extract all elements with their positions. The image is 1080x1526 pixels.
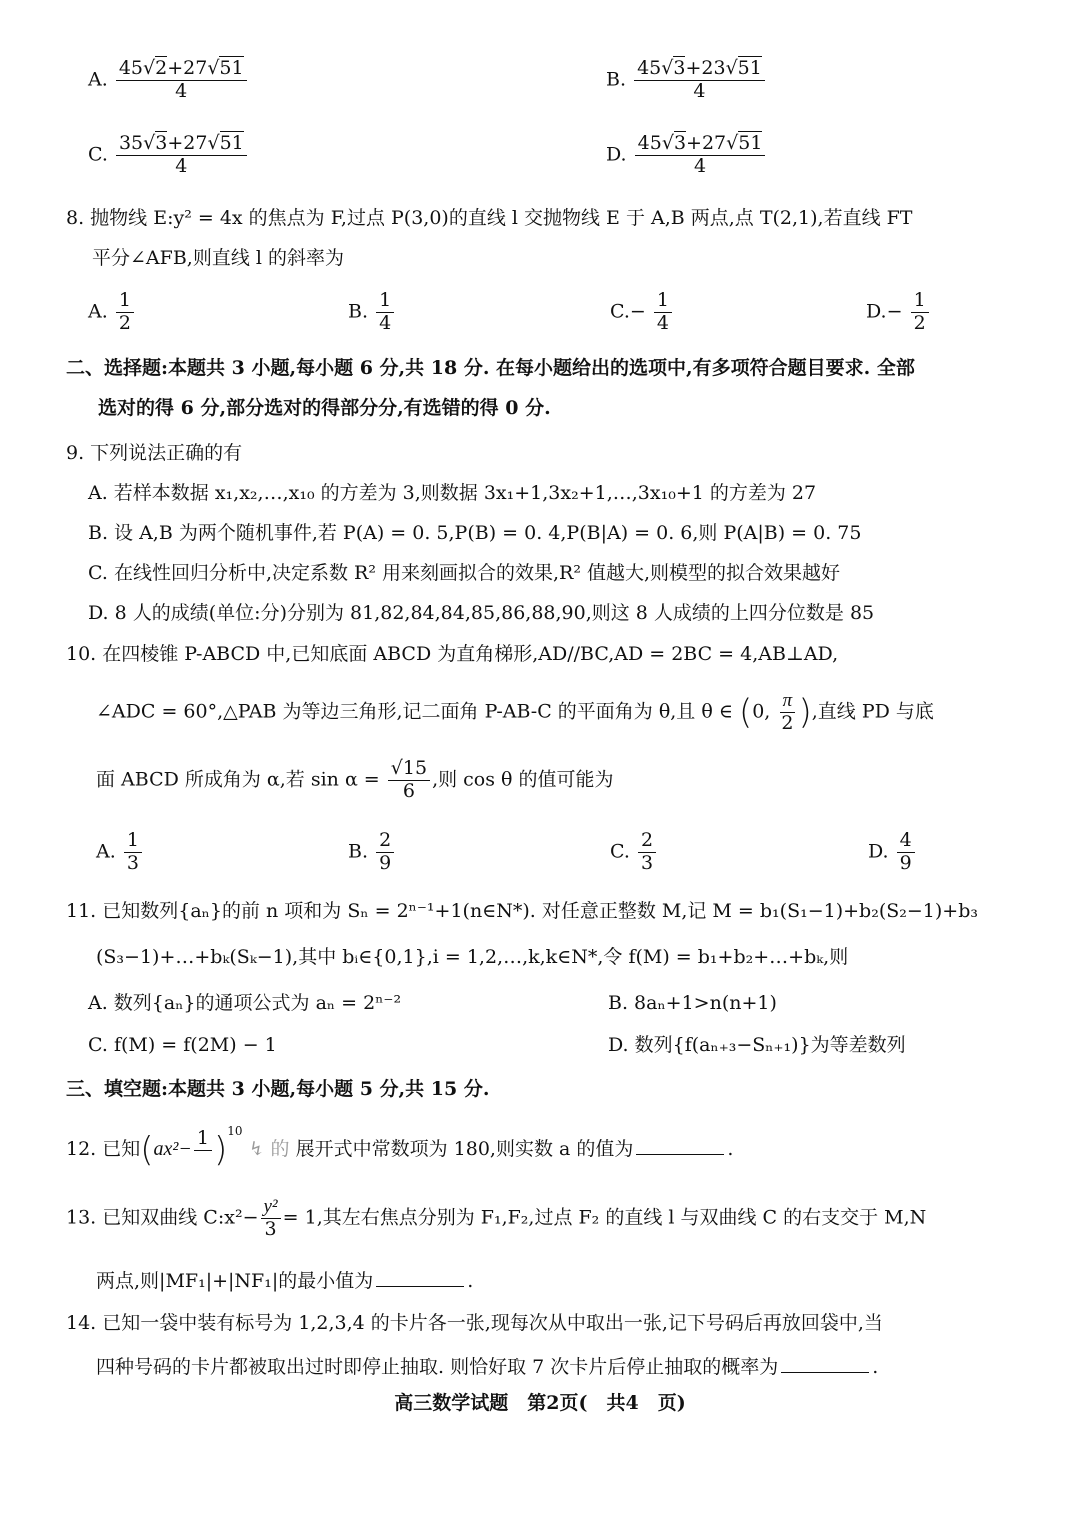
q14-answer-blank[interactable] <box>781 1354 869 1373</box>
q7-option-d: D. $\frac{45√3+27√51}{4}$ <box>606 133 767 178</box>
q11-stem-line2: (S₃−1)+…+bₖ(Sₖ−1),其中 bᵢ∈{0,1},i = 1,2,…,k,k∈N*,令 f(M) = b₁+b₂+…+bₖ,则 <box>96 946 849 968</box>
q7-c-fraction: $\frac{35√3+27√51}{4}$ <box>116 133 247 178</box>
q10-option-b: B. $\frac{2}{9}$ <box>348 830 396 875</box>
section3-heading: 三、填空题:本题共 3 小题,每小题 5 分,共 15 分. <box>66 1078 490 1100</box>
q14-stem-line1: 14. 已知一袋中装有标号为 1,2,3,4 的卡片各一张,现每次从中取出一张,记下号码后再放回袋中,当 <box>66 1312 883 1334</box>
q11-option-a: A. 数列{aₙ}的通项公式为 aₙ = 2ⁿ⁻² <box>88 992 402 1014</box>
q9-option-b: B. 设 A,B 为两个随机事件,若 P(A) = 0. 5,P(B) = 0. 4,P(B|A) = 0. 6,则 P(A|B) = 0. 75 <box>88 522 862 544</box>
q10-option-c: C. $\frac{2}{3}$ <box>610 830 658 875</box>
q7-b-fraction: $\frac{45√3+23√51}{4}$ <box>634 58 765 103</box>
q8-option-b: B. $\frac{1}{4}$ <box>348 290 396 335</box>
q7-a-fraction: $\frac{45√2+27√51}{4}$ <box>116 58 247 103</box>
q7-d-fraction: $\frac{45√3+27√51}{4}$ <box>635 133 766 178</box>
q8-option-a: A. $\frac{1}{2}$ <box>88 290 136 335</box>
q9-stem: 9. 下列说法正确的有 <box>66 442 243 464</box>
q9-option-a: A. 若样本数据 x₁,x₂,…,x₁₀ 的方差为 3,则数据 3x₁+1,3x₂+1,…,3x₁₀+1 的方差为 27 <box>88 482 817 504</box>
q9-option-d: D. 8 人的成绩(单位:分)分别为 81,82,84,84,85,86,88,90,则这 8 人成绩的上四分位数是 85 <box>88 602 875 624</box>
q8-option-d: D.− $\frac{1}{2}$ <box>866 290 931 335</box>
q10-option-d: D. $\frac{4}{9}$ <box>868 830 917 875</box>
q7-option-a: A. $\frac{45√2+27√51}{4}$ <box>88 58 249 103</box>
q10-stem-line2: ∠ADC = 60°,△PAB 为等边三角形,记二面角 P-AB-C 的平面角为 θ,且 θ ∈ (0, $\frac{\pi}{2}$ ),直线 PD 与底 <box>96 690 934 734</box>
q9-option-c: C. 在线性回归分析中,决定系数 R² 用来刻画拟合的效果,R² 值越大,则模型的拟合效果越好 <box>88 562 841 584</box>
q10-option-a: A. $\frac{1}{3}$ <box>96 830 144 875</box>
q14-stem-line2: 四种号码的卡片都被取出过时即停止抽取. 则恰好取 7 次卡片后停止抽取的概率为 . <box>96 1356 879 1378</box>
q13-stem-line1: 13. 已知双曲线 C:x²− $\frac{\text{y²}}{3}$ = 1,其左右焦点分别为 F₁,F₂,过点 F₂ 的直线 l 与双曲线 C 的右支交于 M,N <box>66 1196 927 1240</box>
q11-option-d: D. 数列{f(aₙ₊₃−Sₙ₊₁)}为等差数列 <box>608 1034 906 1056</box>
q11-stem-line1: 11. 已知数列{aₙ}的前 n 项和为 Sₙ = 2ⁿ⁻¹+1(n∈N*). 对任意正整数 M,记 M = b₁(S₁−1)+b₂(S₂−1)+b₃ <box>66 900 979 922</box>
q8-stem-line2: 平分∠AFB,则直线 l 的斜率为 <box>92 247 344 269</box>
q8-stem-line1: 8. 抛物线 E:y² = 4x 的焦点为 F,过点 P(3,0)的直线 l 交抛物线 E 于 A,B 两点,点 T(2,1),若直线 FT <box>66 207 913 229</box>
page-footer: 高三数学试题 第2页( 共4 页) <box>394 1392 686 1414</box>
q10-stem-line3: 面 ABCD 所成角为 α,若 sin α = $\frac{√15}{6}$ ,则 cos θ 的值可能为 <box>96 757 614 802</box>
q7-option-c: C. $\frac{35√3+27√51}{4}$ <box>88 133 249 178</box>
section2-heading: 二、选择题:本题共 3 小题,每小题 6 分,共 18 分. 在每小题给出的选项中,有多项符合题目要求. 全部 <box>66 357 915 379</box>
q11-option-b: B. 8aₙ+1>n(n+1) <box>608 992 777 1014</box>
q8-option-c: C.− $\frac{1}{4}$ <box>610 290 674 335</box>
q13-stem-line2: 两点,则|MF₁|+|NF₁|的最小值为 . <box>96 1270 474 1292</box>
q11-option-c: C. f(M) = f(2M) − 1 <box>88 1034 277 1056</box>
q10-stem-line1: 10. 在四棱锥 P-ABCD 中,已知底面 ABCD 为直角梯形,AD//BC,AD = 2BC = 4,AB⊥AD, <box>66 643 839 665</box>
q12-stem: 12. 已知(ax²− 1 )$^{10}$ ↯ 的 展开式中常数项为 180,则实数 a 的值为 . <box>66 1124 734 1170</box>
section2-heading-line2: 选对的得 6 分,部分选对的得部分分,有选错的得 0 分. <box>98 397 551 419</box>
q12-answer-blank[interactable] <box>636 1136 724 1155</box>
q13-answer-blank[interactable] <box>376 1268 464 1287</box>
q7-option-b: B. $\frac{45√3+23√51}{4}$ <box>606 58 767 103</box>
